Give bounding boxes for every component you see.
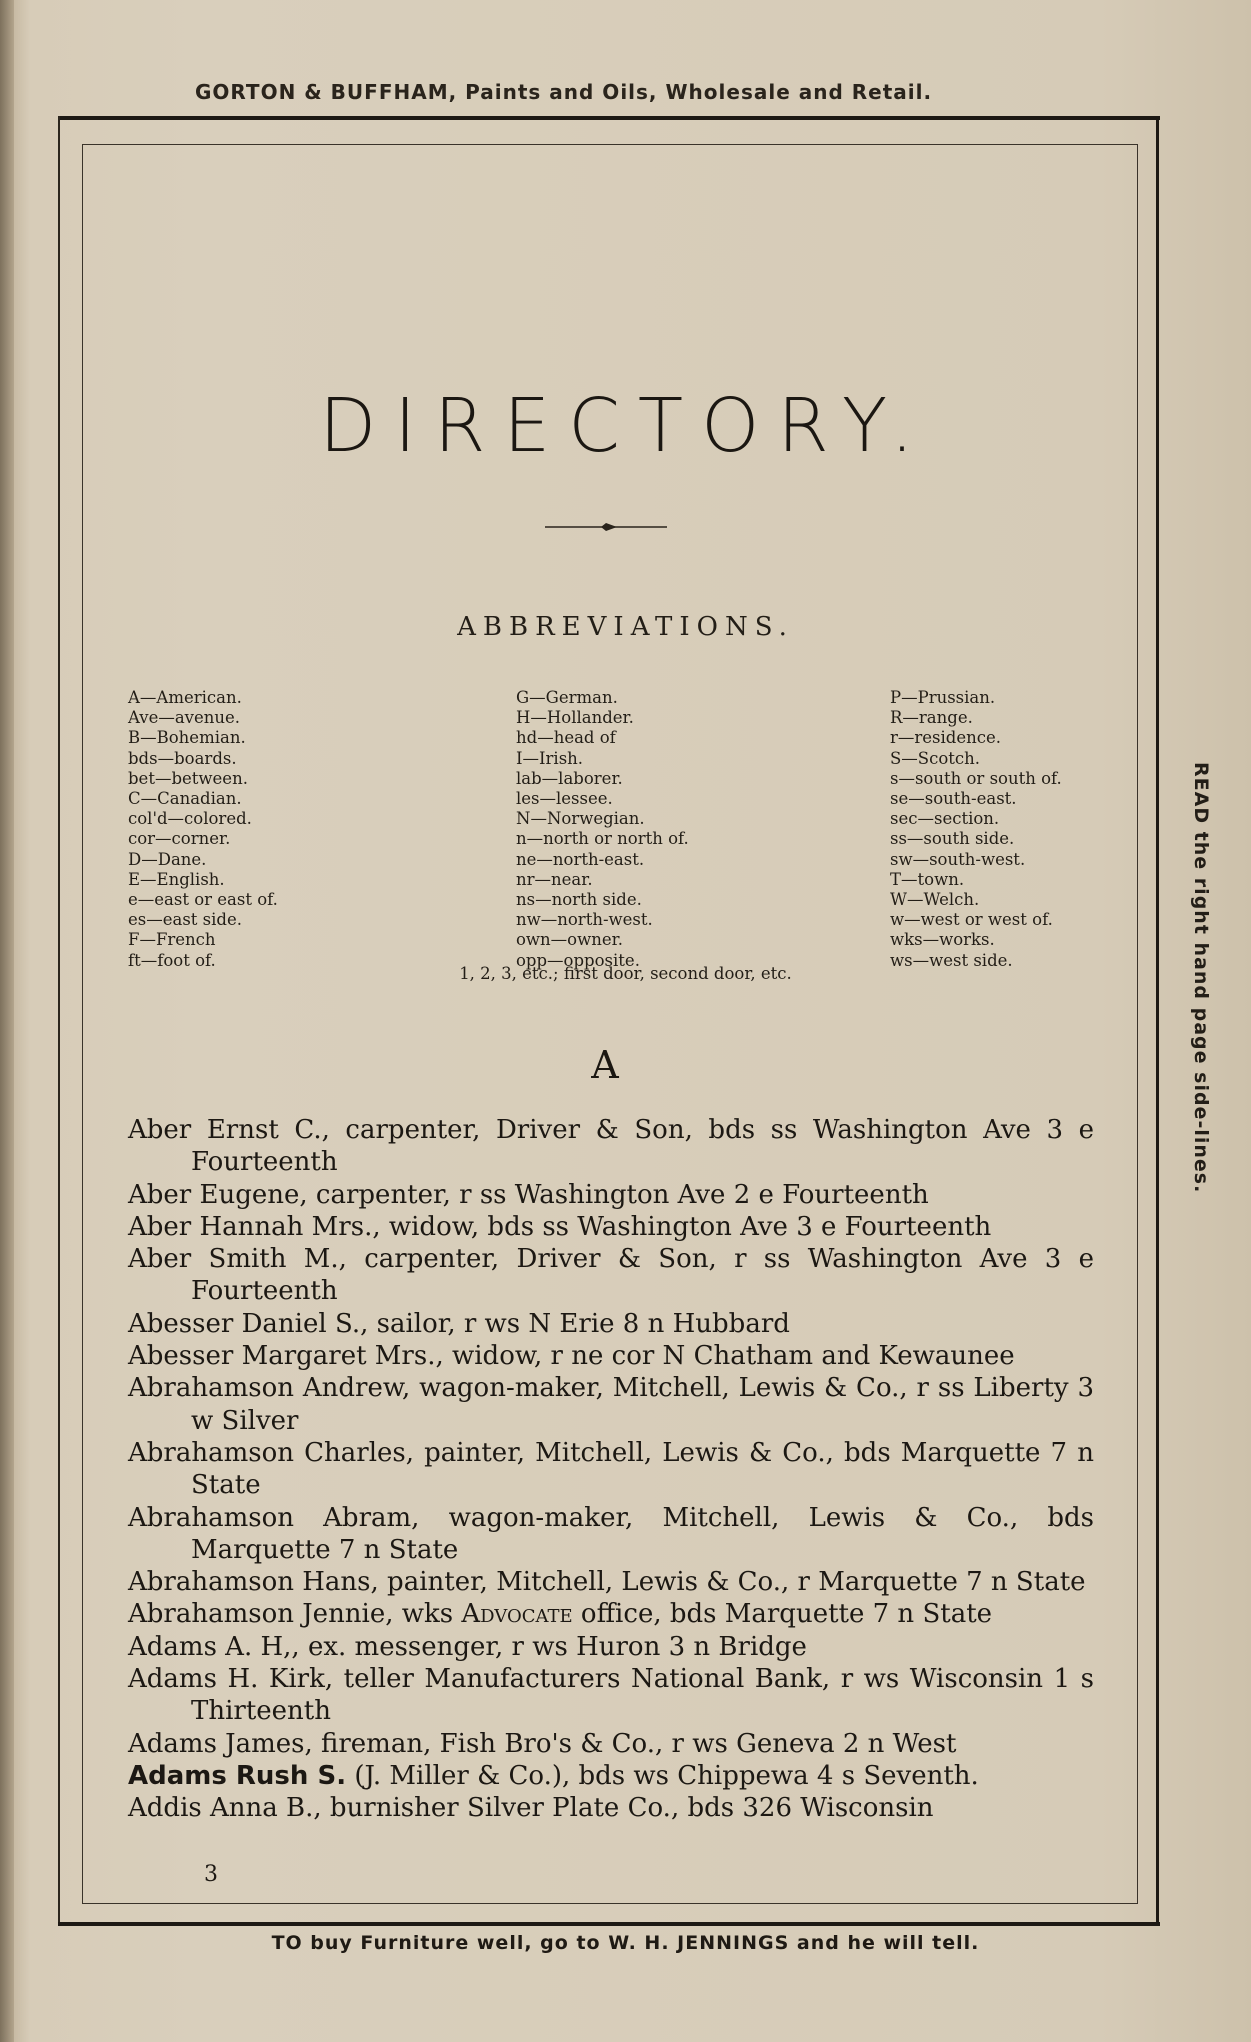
directory-entry: Abesser Margaret Mrs., widow, r ne cor N Chatham and Kewaunee [128, 1341, 1015, 1372]
abbreviation-item: A—American. [128, 688, 242, 707]
entry-bold-name: Adams Rush S. [128, 1760, 347, 1791]
abbreviation-item: H—Hollander. [516, 708, 634, 728]
abbreviation-item: G—German. [516, 688, 618, 707]
abbreviation-item: r—residence. [890, 728, 1001, 748]
abbreviation-item: ns—north side. [516, 890, 642, 910]
abbreviation-item: S—Scotch. [890, 748, 981, 768]
abbreviation-item: Ave—avenue. [128, 708, 241, 728]
abbreviation-item: own—owner. [516, 930, 623, 950]
directory-entry: Aber Eugene, carpenter, r ss Washington Ave 2 e Fourteenth [128, 1179, 929, 1210]
side-note: READ the right hand page side-lines. [1190, 762, 1212, 1194]
abbreviation-item: nr—near. [516, 869, 593, 889]
entry-text: office, bds Marquette 7 n State [572, 1599, 993, 1630]
abbreviation-item: hd—head of [516, 728, 616, 748]
directory-entry: Adams H. Kirk, teller Manufacturers National Bank, r ws Wisconsin 1 s Thirteenth [128, 1664, 1094, 1727]
abbreviations-heading: ABBREVIATIONS. [457, 612, 794, 642]
book-gutter [0, 0, 14, 2042]
entry-text: Abrahamson Jennie, wks [128, 1599, 462, 1630]
entry-text: (J. Miller & Co.), bds ws Chippewa 4 s Seventh. [346, 1760, 979, 1791]
abbreviations-column-2 [516, 688, 689, 971]
abbreviation-item: bet—between. [128, 768, 248, 788]
abbreviations-footnote: 1, 2, 3, etc.; first door, second door, etc. [459, 964, 792, 983]
abbreviation-item: F—French [128, 930, 216, 950]
abbreviation-item: E—English. [128, 869, 225, 889]
running-footer: TO buy Furniture well, go to W. H. JENNINGS and he will tell. [271, 1932, 980, 1954]
abbreviation-item: ws—west side. [890, 950, 1013, 970]
abbreviation-item: D—Dane. [128, 849, 207, 869]
abbreviation-item: P—Prussian. [890, 688, 996, 707]
directory-entry: Aber Smith M., carpenter, Driver & Son, r ss Washington Ave 3 e Fourteenth [128, 1244, 1094, 1307]
abbreviation-item: C—Canadian. [128, 789, 242, 809]
directory-entry: Addis Anna B., burnisher Silver Plate Co., bds 326 Wisconsin [128, 1793, 934, 1824]
abbreviation-item: W—Welch. [890, 890, 980, 910]
abbreviations-column-1 [128, 688, 278, 971]
abbreviation-item: cor—corner. [128, 829, 231, 849]
abbreviation-item: R—range. [890, 708, 973, 728]
directory-entry: Adams A. H,, ex. messenger, r ws Huron 3 n Bridge [128, 1631, 807, 1662]
abbreviation-item: wks—works. [890, 930, 995, 950]
directory-entry: Adams James, fireman, Fish Bro's & Co., r ws Geneva 2 n West [128, 1728, 957, 1759]
abbreviation-item: s—south or south of. [890, 768, 1062, 788]
abbreviation-item: se—south-east. [890, 789, 1017, 809]
abbreviation-item: ss—south side. [890, 829, 1015, 849]
abbreviation-item: es—east side. [128, 910, 242, 930]
section-letter: A [591, 1043, 619, 1087]
directory-entry: Aber Ernst C., carpenter, Driver & Son, bds ss Washington Ave 3 e Fourteenth [128, 1115, 1094, 1178]
directory-entry: Aber Hannah Mrs., widow, bds ss Washington Ave 3 e Fourteenth [128, 1211, 992, 1242]
abbreviation-item: bds—boards. [128, 748, 237, 768]
directory-entry: Abesser Daniel S., sailor, r ws N Erie 8 n Hubbard [128, 1308, 790, 1339]
directory-entry: Abrahamson Andrew, wagon-maker, Mitchell, Lewis & Co., r ss Liberty 3 w Silver [128, 1373, 1094, 1436]
directory-entry: Abrahamson Hans, painter, Mitchell, Lewis & Co., r Marquette 7 n State [128, 1567, 1086, 1598]
abbreviation-item: col'd—colored. [128, 809, 252, 829]
abbreviation-item: N—Norwegian. [516, 809, 645, 829]
abbreviation-item: T—town. [890, 869, 965, 889]
abbreviation-item: les—lessee. [516, 789, 613, 809]
abbreviation-item: opp—opposite. [516, 950, 640, 970]
page-title: DIRECTORY. [319, 383, 932, 469]
running-header: GORTON & BUFFHAM, Paints and Oils, Wholesale and Retail. [195, 80, 933, 104]
abbreviation-item: ft—foot of. [128, 950, 216, 970]
abbreviation-item: I—Irish. [516, 748, 584, 768]
ornament-divider [545, 520, 667, 534]
page-number: 3 [204, 1862, 218, 1887]
abbreviations-column-3 [890, 688, 1062, 971]
directory-entry: Abrahamson Charles, painter, Mitchell, Lewis & Co., bds Marquette 7 n State [128, 1437, 1094, 1501]
directory-entry: Abrahamson Abram, wagon-maker, Mitchell, Lewis & Co., bds Marquette 7 n State [128, 1502, 1094, 1565]
abbreviation-item: w—west or west of. [890, 910, 1053, 930]
abbreviation-item: e—east or east of. [128, 890, 278, 910]
outer-rule-bottom [58, 1922, 1160, 1926]
abbreviation-item: ne—north-east. [516, 849, 645, 869]
outer-rule-top [58, 116, 1160, 120]
abbreviation-item: sec—section. [890, 809, 1000, 829]
directory-entry [128, 1598, 1094, 1630]
abbreviation-item: n—north or north of. [516, 829, 689, 849]
abbreviation-item: lab—laborer. [516, 768, 623, 788]
newspaper-name: Advocate [461, 1599, 573, 1630]
abbreviation-item: sw—south-west. [890, 849, 1026, 869]
abbreviation-item: B—Bohemian. [128, 728, 246, 748]
directory-entries [128, 1114, 1094, 1825]
directory-entry [128, 1760, 1094, 1792]
abbreviation-item: nw—north-west. [516, 910, 653, 930]
